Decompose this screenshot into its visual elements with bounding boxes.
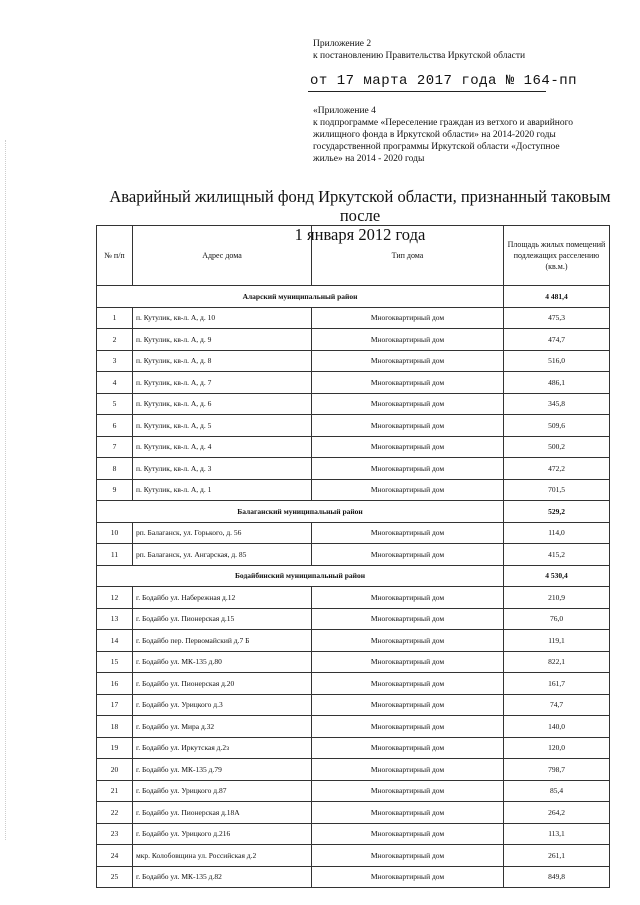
row-address: п. Кутулик, кв-л. А, д. 4 xyxy=(133,436,312,458)
row-house-type: Многоквартирный дом xyxy=(312,780,504,802)
section-total: 4 481,4 xyxy=(504,286,610,308)
row-area: 415,2 xyxy=(504,544,610,566)
appendix-label: Приложение 2 xyxy=(313,39,372,49)
table-row xyxy=(97,587,610,609)
row-number: 5 xyxy=(97,393,133,415)
row-number: 11 xyxy=(97,544,133,566)
section-row xyxy=(97,286,610,308)
row-area: 140,0 xyxy=(504,716,610,738)
row-address: п. Кутулик, кв-л. А, д. 6 xyxy=(133,393,312,415)
row-number: 13 xyxy=(97,608,133,630)
row-number: 15 xyxy=(97,651,133,673)
row-address: п. Кутулик, кв-л. А, д. 3 xyxy=(133,458,312,480)
appendix4-line: «Приложение 4 xyxy=(313,106,376,116)
row-address: рп. Балаганск, ул. Горького, д. 56 xyxy=(133,522,312,544)
table-row xyxy=(97,415,610,437)
appendix4-line: к подпрограмме «Переселение граждан из ветхого и аварийного xyxy=(313,118,574,128)
section-name: Бодайбинский муниципальный район xyxy=(97,565,504,587)
row-area: 74,7 xyxy=(504,694,610,716)
row-address: г. Бодайбо ул. МК-135 д.80 xyxy=(133,651,312,673)
table-row xyxy=(97,716,610,738)
row-number: 24 xyxy=(97,845,133,867)
table-row xyxy=(97,436,610,458)
row-house-type: Многоквартирный дом xyxy=(312,479,504,501)
table-row xyxy=(97,307,610,329)
table-row xyxy=(97,845,610,867)
table-row xyxy=(97,522,610,544)
row-house-type: Многоквартирный дом xyxy=(312,716,504,738)
table-header-row xyxy=(97,226,610,286)
row-address: г. Бодайбо ул. Пионерская д.18А xyxy=(133,802,312,824)
document-header xyxy=(310,38,613,165)
row-number: 1 xyxy=(97,307,133,329)
row-number: 20 xyxy=(97,759,133,781)
housing-table xyxy=(96,225,610,888)
decree-date: от 17 марта 2017 года № 164-пп xyxy=(310,73,578,89)
row-house-type: Многоквартирный дом xyxy=(312,866,504,888)
row-house-type: Многоквартирный дом xyxy=(312,845,504,867)
row-number: 21 xyxy=(97,780,133,802)
row-address: п. Кутулик, кв-л. А, д. 8 xyxy=(133,350,312,372)
table-row xyxy=(97,823,610,845)
section-name: Аларский муниципальный район xyxy=(97,286,504,308)
row-number: 22 xyxy=(97,802,133,824)
table-row xyxy=(97,780,610,802)
row-area: 210,9 xyxy=(504,587,610,609)
row-area: 509,6 xyxy=(504,415,610,437)
table-row xyxy=(97,866,610,888)
row-area: 500,2 xyxy=(504,436,610,458)
table-row xyxy=(97,737,610,759)
row-house-type: Многоквартирный дом xyxy=(312,544,504,566)
row-area: 76,0 xyxy=(504,608,610,630)
row-number: 9 xyxy=(97,479,133,501)
row-address: п. Кутулик, кв-л. А, д. 5 xyxy=(133,415,312,437)
table-row xyxy=(97,802,610,824)
table-row xyxy=(97,393,610,415)
row-house-type: Многоквартирный дом xyxy=(312,651,504,673)
row-number: 4 xyxy=(97,372,133,394)
row-house-type: Многоквартирный дом xyxy=(312,802,504,824)
row-house-type: Многоквартирный дом xyxy=(312,759,504,781)
row-area: 261,1 xyxy=(504,845,610,867)
section-name: Балаганский муниципальный район xyxy=(97,501,504,523)
section-total: 529,2 xyxy=(504,501,610,523)
title-line: 1 января 2012 года xyxy=(294,225,426,244)
row-area: 114,0 xyxy=(504,522,610,544)
row-house-type: Многоквартирный дом xyxy=(312,393,504,415)
row-house-type: Многоквартирный дом xyxy=(312,458,504,480)
row-address: мкр. Колобовщина ул. Российская д.2 xyxy=(133,845,312,867)
column-header-num: № п/п xyxy=(97,226,133,286)
table-row xyxy=(97,608,610,630)
row-area: 474,7 xyxy=(504,329,610,351)
column-header-address: Адрес дома xyxy=(133,226,312,286)
row-area: 120,0 xyxy=(504,737,610,759)
column-header-type: Тип дома xyxy=(312,226,504,286)
appendix4-line: жилье» на 2014 - 2020 годы xyxy=(313,154,425,164)
row-address: г. Бодайбо ул. МК-135 д.79 xyxy=(133,759,312,781)
table-row xyxy=(97,458,610,480)
row-area: 822,1 xyxy=(504,651,610,673)
appendix4-block xyxy=(313,105,613,165)
row-area: 119,1 xyxy=(504,630,610,652)
row-area: 85,4 xyxy=(504,780,610,802)
row-address: г. Бодайбо ул. Пионерская д.20 xyxy=(133,673,312,695)
table-row xyxy=(97,479,610,501)
row-house-type: Многоквартирный дом xyxy=(312,522,504,544)
row-area: 264,2 xyxy=(504,802,610,824)
row-number: 19 xyxy=(97,737,133,759)
row-house-type: Многоквартирный дом xyxy=(312,350,504,372)
page-edge-marks xyxy=(5,140,7,840)
row-number: 12 xyxy=(97,587,133,609)
row-area: 472,2 xyxy=(504,458,610,480)
row-address: г. Бодайбо ул. Мира д.32 xyxy=(133,716,312,738)
row-area: 345,8 xyxy=(504,393,610,415)
row-number: 6 xyxy=(97,415,133,437)
table-row xyxy=(97,350,610,372)
row-address: г. Бодайбо ул. Урицкого д.3 xyxy=(133,694,312,716)
row-area: 113,1 xyxy=(504,823,610,845)
row-address: г. Бодайбо ул. МК-135 д.82 xyxy=(133,866,312,888)
table-row xyxy=(97,544,610,566)
row-area: 475,3 xyxy=(504,307,610,329)
row-area: 849,8 xyxy=(504,866,610,888)
row-area: 161,7 xyxy=(504,673,610,695)
table-row xyxy=(97,329,610,351)
row-number: 14 xyxy=(97,630,133,652)
row-house-type: Многоквартирный дом xyxy=(312,737,504,759)
row-address: г. Бодайбо ул. Урицкого д.216 xyxy=(133,823,312,845)
appendix4-line: жилищного фонда в Иркутской области» на 2014-2020 годы xyxy=(313,130,556,140)
row-area: 516,0 xyxy=(504,350,610,372)
row-house-type: Многоквартирный дом xyxy=(312,694,504,716)
row-number: 16 xyxy=(97,673,133,695)
section-row xyxy=(97,501,610,523)
row-address: п. Кутулик, кв-л. А, д. 7 xyxy=(133,372,312,394)
row-number: 2 xyxy=(97,329,133,351)
row-house-type: Многоквартирный дом xyxy=(312,415,504,437)
row-area: 701,5 xyxy=(504,479,610,501)
section-row xyxy=(97,565,610,587)
row-number: 18 xyxy=(97,716,133,738)
row-house-type: Многоквартирный дом xyxy=(312,587,504,609)
row-address: рп. Балаганск, ул. Ангарская, д. 85 xyxy=(133,544,312,566)
row-house-type: Многоквартирный дом xyxy=(312,307,504,329)
table-row xyxy=(97,673,610,695)
row-area: 486,1 xyxy=(504,372,610,394)
table-row xyxy=(97,372,610,394)
row-address: г. Бодайбо ул. Иркутская д.2з xyxy=(133,737,312,759)
row-address: п. Кутулик, кв-л. А, д. 9 xyxy=(133,329,312,351)
row-number: 7 xyxy=(97,436,133,458)
row-number: 8 xyxy=(97,458,133,480)
row-area: 798,7 xyxy=(504,759,610,781)
row-house-type: Многоквартирный дом xyxy=(312,436,504,458)
row-number: 10 xyxy=(97,522,133,544)
column-header-area: Площадь жилых помещений подлежащих расселению (кв.м.) xyxy=(504,226,610,286)
row-number: 23 xyxy=(97,823,133,845)
row-address: г. Бодайбо ул. Набережная д.12 xyxy=(133,587,312,609)
table-row xyxy=(97,759,610,781)
decree-underline xyxy=(308,91,546,92)
row-house-type: Многоквартирный дом xyxy=(312,673,504,695)
row-address: г. Бодайбо ул. Пионерская д.15 xyxy=(133,608,312,630)
row-address: п. Кутулик, кв-л. А, д. 10 xyxy=(133,307,312,329)
table-body xyxy=(97,286,610,888)
section-total: 4 530,4 xyxy=(504,565,610,587)
decree-reference: к постановлению Правительства Иркутской области xyxy=(313,51,526,61)
row-house-type: Многоквартирный дом xyxy=(312,372,504,394)
table-row xyxy=(97,694,610,716)
row-address: г. Бодайбо пер. Первомайский д.7 Б xyxy=(133,630,312,652)
row-address: г. Бодайбо ул. Урицкого д.87 xyxy=(133,780,312,802)
row-house-type: Многоквартирный дом xyxy=(312,630,504,652)
table-row xyxy=(97,651,610,673)
row-house-type: Многоквартирный дом xyxy=(312,329,504,351)
row-number: 3 xyxy=(97,350,133,372)
row-house-type: Многоквартирный дом xyxy=(312,823,504,845)
row-number: 17 xyxy=(97,694,133,716)
row-address: п. Кутулик, кв-л. А, д. 1 xyxy=(133,479,312,501)
appendix4-line: государственной программы Иркутской области «Доступное xyxy=(313,142,560,152)
table-row xyxy=(97,630,610,652)
row-number: 25 xyxy=(97,866,133,888)
title-line: Аварийный жилищный фонд Иркутской области, признанный таковым после xyxy=(109,187,611,225)
row-house-type: Многоквартирный дом xyxy=(312,608,504,630)
